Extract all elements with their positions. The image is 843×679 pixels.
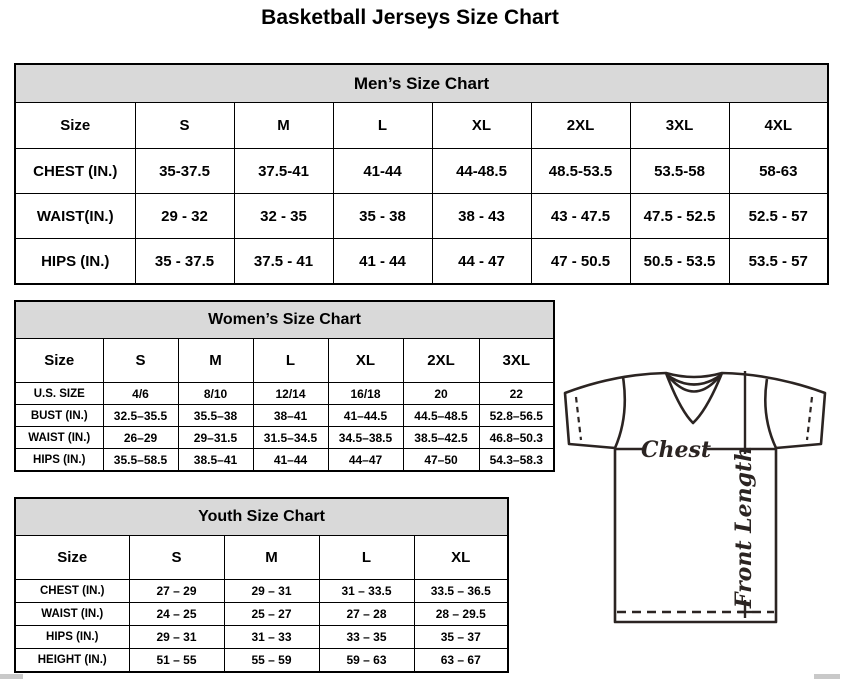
jersey-measurement-diagram bbox=[555, 360, 843, 660]
row-label: WAIST (IN.) bbox=[15, 427, 103, 449]
row-label: U.S. SIZE bbox=[15, 383, 103, 405]
table-cell: 41–44.5 bbox=[328, 405, 403, 427]
row-label: CHEST (IN.) bbox=[15, 580, 129, 603]
table-row bbox=[15, 149, 828, 194]
jersey-outline bbox=[565, 373, 825, 622]
table-cell: 38.5–41 bbox=[178, 449, 253, 472]
table-row bbox=[15, 603, 508, 626]
mens-size-chart-table bbox=[14, 63, 829, 285]
table-cell: 35 – 37 bbox=[414, 626, 508, 649]
table-row bbox=[15, 383, 554, 405]
table-cell: 55 – 59 bbox=[224, 649, 319, 673]
row-label: HIPS (IN.) bbox=[15, 626, 129, 649]
table-cell: 33 – 35 bbox=[319, 626, 414, 649]
table-cell: 29 – 31 bbox=[129, 626, 224, 649]
table-cell: 53.5-58 bbox=[630, 149, 729, 194]
table-cell: 53.5 - 57 bbox=[729, 239, 828, 285]
row-label: BUST (IN.) bbox=[15, 405, 103, 427]
column-header: L bbox=[319, 536, 414, 580]
table-cell: 54.3–58.3 bbox=[479, 449, 554, 472]
table-cell: 35.5–38 bbox=[178, 405, 253, 427]
table-row bbox=[15, 626, 508, 649]
table-cell: 8/10 bbox=[178, 383, 253, 405]
column-header: M bbox=[178, 339, 253, 383]
youth-chart-title: Youth Size Chart bbox=[15, 498, 508, 536]
table-cell: 28 – 29.5 bbox=[414, 603, 508, 626]
table-cell: 51 – 55 bbox=[129, 649, 224, 673]
table-row bbox=[15, 239, 828, 285]
table-cell: 44-48.5 bbox=[432, 149, 531, 194]
table-cell: 47.5 - 52.5 bbox=[630, 194, 729, 239]
column-header: M bbox=[234, 103, 333, 149]
table-cell: 41–44 bbox=[253, 449, 328, 472]
table-cell: 27 – 28 bbox=[319, 603, 414, 626]
table-cell: 34.5–38.5 bbox=[328, 427, 403, 449]
table-cell: 37.5-41 bbox=[234, 149, 333, 194]
table-cell: 52.8–56.5 bbox=[479, 405, 554, 427]
collar-top-edge bbox=[666, 373, 722, 377]
table-cell: 4/6 bbox=[103, 383, 178, 405]
table-cell: 12/14 bbox=[253, 383, 328, 405]
column-header: Size bbox=[15, 339, 103, 383]
table-row bbox=[15, 649, 508, 673]
column-header: L bbox=[253, 339, 328, 383]
column-header: L bbox=[333, 103, 432, 149]
table-cell: 38–41 bbox=[253, 405, 328, 427]
row-label: CHEST (IN.) bbox=[15, 149, 135, 194]
table-cell: 29 - 32 bbox=[135, 194, 234, 239]
column-header: Size bbox=[15, 103, 135, 149]
table-cell: 27 – 29 bbox=[129, 580, 224, 603]
table-cell: 37.5 - 41 bbox=[234, 239, 333, 285]
table-cell: 41-44 bbox=[333, 149, 432, 194]
row-label: HIPS (IN.) bbox=[15, 449, 103, 472]
column-header: 4XL bbox=[729, 103, 828, 149]
column-header: 3XL bbox=[479, 339, 554, 383]
table-cell: 59 – 63 bbox=[319, 649, 414, 673]
front-length-label: Front Length bbox=[731, 445, 757, 609]
table-cell: 44.5–48.5 bbox=[403, 405, 479, 427]
row-label: HIPS (IN.) bbox=[15, 239, 135, 285]
table-cell: 58-63 bbox=[729, 149, 828, 194]
column-header: XL bbox=[328, 339, 403, 383]
table-cell: 31 – 33.5 bbox=[319, 580, 414, 603]
horizontal-scrollbar-fragment-right[interactable] bbox=[814, 674, 840, 679]
column-header: 2XL bbox=[403, 339, 479, 383]
table-cell: 33.5 – 36.5 bbox=[414, 580, 508, 603]
table-cell: 35-37.5 bbox=[135, 149, 234, 194]
table-cell: 16/18 bbox=[328, 383, 403, 405]
column-header: 3XL bbox=[630, 103, 729, 149]
page-title: Basketball Jerseys Size Chart bbox=[261, 6, 559, 29]
column-header: 2XL bbox=[531, 103, 630, 149]
table-cell: 32 - 35 bbox=[234, 194, 333, 239]
table-cell: 38 - 43 bbox=[432, 194, 531, 239]
table-cell: 44–47 bbox=[328, 449, 403, 472]
womens-size-chart-table bbox=[14, 300, 555, 472]
table-cell: 48.5-53.5 bbox=[531, 149, 630, 194]
table-cell: 35.5–58.5 bbox=[103, 449, 178, 472]
table-cell: 32.5–35.5 bbox=[103, 405, 178, 427]
table-cell: 20 bbox=[403, 383, 479, 405]
row-label: WAIST (IN.) bbox=[15, 603, 129, 626]
womens-chart-title: Women’s Size Chart bbox=[15, 301, 554, 339]
row-label: WAIST(IN.) bbox=[15, 194, 135, 239]
table-cell: 22 bbox=[479, 383, 554, 405]
mens-chart-title: Men’s Size Chart bbox=[15, 64, 828, 103]
table-cell: 31.5–34.5 bbox=[253, 427, 328, 449]
table-row bbox=[15, 580, 508, 603]
table-cell: 24 – 25 bbox=[129, 603, 224, 626]
table-cell: 44 - 47 bbox=[432, 239, 531, 285]
horizontal-scrollbar-fragment-left[interactable] bbox=[0, 674, 23, 679]
table-cell: 41 - 44 bbox=[333, 239, 432, 285]
column-header: XL bbox=[414, 536, 508, 580]
chest-label: Chest bbox=[640, 437, 712, 463]
table-cell: 26–29 bbox=[103, 427, 178, 449]
table-cell: 31 – 33 bbox=[224, 626, 319, 649]
table-cell: 35 - 38 bbox=[333, 194, 432, 239]
column-header: Size bbox=[15, 536, 129, 580]
table-row bbox=[15, 427, 554, 449]
column-header: XL bbox=[432, 103, 531, 149]
column-header: M bbox=[224, 536, 319, 580]
row-label: HEIGHT (IN.) bbox=[15, 649, 129, 673]
table-cell: 25 – 27 bbox=[224, 603, 319, 626]
column-header: S bbox=[103, 339, 178, 383]
column-header: S bbox=[135, 103, 234, 149]
table-cell: 29–31.5 bbox=[178, 427, 253, 449]
table-cell: 38.5–42.5 bbox=[403, 427, 479, 449]
table-cell: 35 - 37.5 bbox=[135, 239, 234, 285]
table-cell: 43 - 47.5 bbox=[531, 194, 630, 239]
table-cell: 46.8–50.3 bbox=[479, 427, 554, 449]
table-cell: 47–50 bbox=[403, 449, 479, 472]
youth-size-chart-table bbox=[14, 497, 509, 673]
table-cell: 50.5 - 53.5 bbox=[630, 239, 729, 285]
column-header: S bbox=[129, 536, 224, 580]
table-cell: 63 – 67 bbox=[414, 649, 508, 673]
table-cell: 52.5 - 57 bbox=[729, 194, 828, 239]
table-cell: 29 – 31 bbox=[224, 580, 319, 603]
table-row bbox=[15, 449, 554, 472]
table-row bbox=[15, 194, 828, 239]
table-row bbox=[15, 405, 554, 427]
table-cell: 47 - 50.5 bbox=[531, 239, 630, 285]
